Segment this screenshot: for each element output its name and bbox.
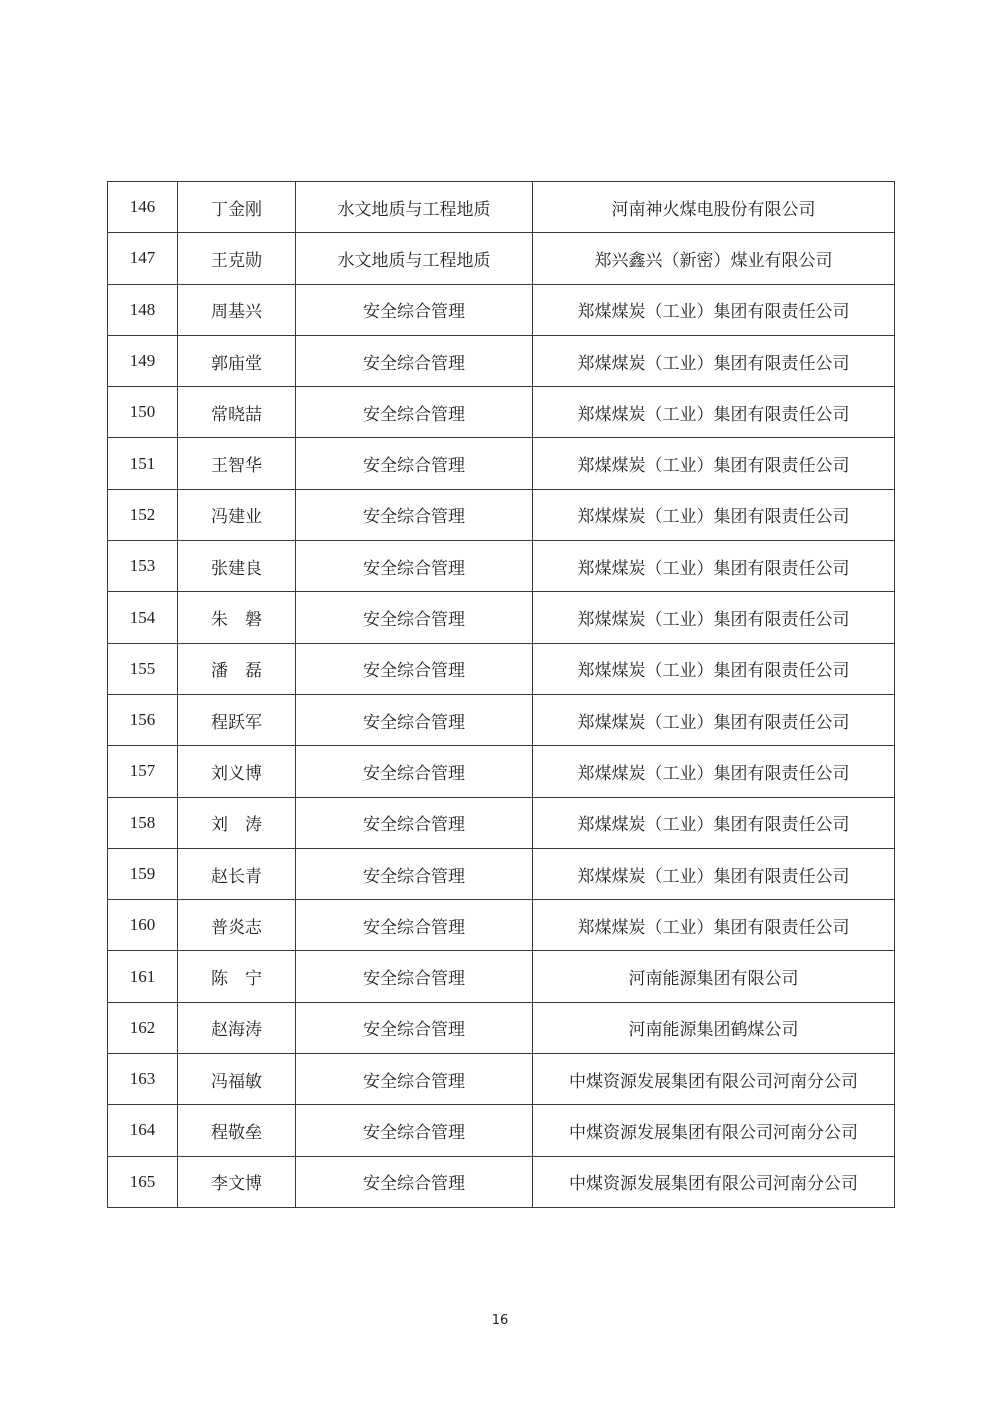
person-name-cell: 程敬垒 [178,1105,296,1156]
table-row [108,643,895,694]
row-number-cell: 164 [108,1105,178,1156]
person-name-cell: 李文博 [178,1156,296,1207]
row-number-cell: 154 [108,592,178,643]
table-row [108,900,895,951]
specialty-cell: 水文地质与工程地质 [296,233,533,284]
company-cell: 郑煤煤炭（工业）集团有限责任公司 [533,387,895,438]
specialty-cell: 安全综合管理 [296,387,533,438]
specialty-cell: 安全综合管理 [296,541,533,592]
company-cell: 河南能源集团有限公司 [533,951,895,1002]
specialty-cell: 安全综合管理 [296,335,533,386]
company-cell: 河南神火煤电股份有限公司 [533,182,895,233]
person-name-cell: 郭庙堂 [178,335,296,386]
person-name-cell: 王克勋 [178,233,296,284]
company-cell: 中煤资源发展集团有限公司河南分公司 [533,1156,895,1207]
person-name-cell: 常晓喆 [178,387,296,438]
company-cell: 郑煤煤炭（工业）集团有限责任公司 [533,848,895,899]
specialty-cell: 安全综合管理 [296,1002,533,1053]
company-cell: 郑煤煤炭（工业）集团有限责任公司 [533,335,895,386]
company-cell: 中煤资源发展集团有限公司河南分公司 [533,1054,895,1105]
person-name-cell: 程跃军 [178,694,296,745]
table-row [108,284,895,335]
specialty-cell: 安全综合管理 [296,489,533,540]
row-number-cell: 165 [108,1156,178,1207]
table-row [108,1105,895,1156]
roster-table-body [108,182,895,1208]
company-cell: 郑煤煤炭（工业）集团有限责任公司 [533,797,895,848]
specialty-cell: 安全综合管理 [296,900,533,951]
expert-roster-table [107,181,895,1208]
table-row [108,387,895,438]
row-number-cell: 147 [108,233,178,284]
person-name-cell: 潘 磊 [178,643,296,694]
person-name-cell: 赵海涛 [178,1002,296,1053]
person-name-cell: 朱 磐 [178,592,296,643]
row-number-cell: 149 [108,335,178,386]
company-cell: 郑煤煤炭（工业）集团有限责任公司 [533,746,895,797]
person-name-cell: 普炎志 [178,900,296,951]
row-number-cell: 161 [108,951,178,1002]
table-row [108,1156,895,1207]
person-name-cell: 赵长青 [178,848,296,899]
table-row [108,541,895,592]
specialty-cell: 安全综合管理 [296,746,533,797]
row-number-cell: 146 [108,182,178,233]
row-number-cell: 157 [108,746,178,797]
person-name-cell: 丁金刚 [178,182,296,233]
row-number-cell: 151 [108,438,178,489]
company-cell: 郑煤煤炭（工业）集团有限责任公司 [533,592,895,643]
person-name-cell: 刘义博 [178,746,296,797]
specialty-cell: 安全综合管理 [296,1105,533,1156]
row-number-cell: 162 [108,1002,178,1053]
table-row [108,335,895,386]
person-name-cell: 刘 涛 [178,797,296,848]
specialty-cell: 安全综合管理 [296,438,533,489]
company-cell: 河南能源集团鹤煤公司 [533,1002,895,1053]
person-name-cell: 陈 宁 [178,951,296,1002]
table-row [108,438,895,489]
row-number-cell: 148 [108,284,178,335]
company-cell: 郑煤煤炭（工业）集团有限责任公司 [533,438,895,489]
table-row [108,489,895,540]
company-cell: 郑煤煤炭（工业）集团有限责任公司 [533,541,895,592]
table-row [108,746,895,797]
specialty-cell: 安全综合管理 [296,643,533,694]
table-row [108,592,895,643]
row-number-cell: 160 [108,900,178,951]
specialty-cell: 安全综合管理 [296,951,533,1002]
table-row [108,1002,895,1053]
specialty-cell: 安全综合管理 [296,1156,533,1207]
table-row [108,182,895,233]
company-cell: 郑煤煤炭（工业）集团有限责任公司 [533,643,895,694]
table-row [108,797,895,848]
person-name-cell: 周基兴 [178,284,296,335]
specialty-cell: 安全综合管理 [296,284,533,335]
specialty-cell: 安全综合管理 [296,848,533,899]
table-row [108,233,895,284]
row-number-cell: 163 [108,1054,178,1105]
row-number-cell: 150 [108,387,178,438]
company-cell: 郑煤煤炭（工业）集团有限责任公司 [533,284,895,335]
specialty-cell: 安全综合管理 [296,1054,533,1105]
company-cell: 郑兴鑫兴（新密）煤业有限公司 [533,233,895,284]
row-number-cell: 155 [108,643,178,694]
table-row [108,1054,895,1105]
person-name-cell: 冯福敏 [178,1054,296,1105]
table-row [108,848,895,899]
row-number-cell: 152 [108,489,178,540]
specialty-cell: 安全综合管理 [296,694,533,745]
table-row [108,951,895,1002]
specialty-cell: 安全综合管理 [296,797,533,848]
table-row [108,694,895,745]
company-cell: 中煤资源发展集团有限公司河南分公司 [533,1105,895,1156]
person-name-cell: 张建良 [178,541,296,592]
row-number-cell: 156 [108,694,178,745]
specialty-cell: 安全综合管理 [296,592,533,643]
specialty-cell: 水文地质与工程地质 [296,182,533,233]
person-name-cell: 冯建业 [178,489,296,540]
row-number-cell: 158 [108,797,178,848]
row-number-cell: 159 [108,848,178,899]
page-number: 16 [491,1313,509,1328]
company-cell: 郑煤煤炭（工业）集团有限责任公司 [533,489,895,540]
company-cell: 郑煤煤炭（工业）集团有限责任公司 [533,900,895,951]
person-name-cell: 王智华 [178,438,296,489]
company-cell: 郑煤煤炭（工业）集团有限责任公司 [533,694,895,745]
row-number-cell: 153 [108,541,178,592]
